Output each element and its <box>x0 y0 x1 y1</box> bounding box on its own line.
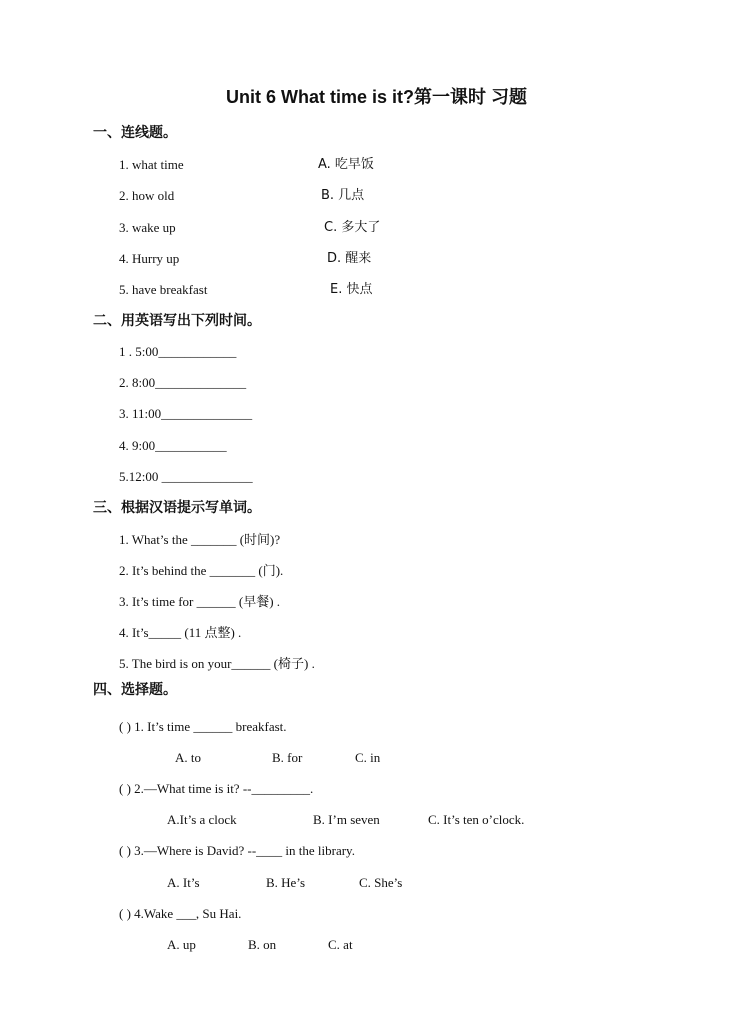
choice-1-option-a: A. to <box>175 750 201 765</box>
word-item-3: 3. It’s time for ______ (早餐) . <box>119 594 281 609</box>
time-item-3: 3. 11:00______________ <box>119 406 253 421</box>
choice-2-option-a: A.It’s a clock <box>167 812 237 827</box>
choice-4-option-b: B. on <box>248 937 277 952</box>
match-right-b: B. 几点 <box>321 188 365 203</box>
match-left-3: 3. wake up <box>119 220 176 235</box>
choice-3-option-a: A. It’s <box>167 875 200 890</box>
match-right-c: C. 多大了 <box>324 220 381 235</box>
match-left-1: 1. what time <box>119 157 184 172</box>
choice-question-4: ( ) 4.Wake ___, Su Hai. <box>119 906 242 921</box>
choice-question-1: ( ) 1. It’s time ______ breakfast. <box>119 719 287 734</box>
time-item-5: 5.12:00 ______________ <box>119 469 253 484</box>
word-item-2: 2. It’s behind the _______ (门). <box>119 563 284 578</box>
page-title: Unit 6 What time is it?第一课时 习题 <box>226 87 528 107</box>
choice-question-3: ( ) 3.—Where is David? --____ in the library. <box>119 843 355 858</box>
section-1-heading: 一、连线题。 <box>93 125 177 141</box>
choice-2-option-b: B. I’m seven <box>313 812 380 827</box>
section-3-heading: 三、根据汉语提示写单词。 <box>93 500 261 516</box>
choice-2-option-c: C. It’s ten o’clock. <box>428 812 525 827</box>
match-left-4: 4. Hurry up <box>119 251 180 266</box>
time-item-1: 1 . 5:00____________ <box>119 344 237 359</box>
choice-question-2: ( ) 2.—What time is it? --_________. <box>119 781 314 796</box>
match-left-2: 2. how old <box>119 188 175 203</box>
word-item-4: 4. It’s_____ (11 点整) . <box>119 625 242 640</box>
choice-1-option-c: C. in <box>355 750 381 765</box>
section-2-heading: 二、用英语写出下列时间。 <box>93 313 261 329</box>
match-right-d: D. 醒来 <box>327 251 372 266</box>
match-right-e: E. 快点 <box>330 282 373 297</box>
match-right-a: A. 吃早饭 <box>318 157 374 172</box>
choice-4-option-c: C. at <box>328 937 353 952</box>
word-item-1: 1. What’s the _______ (时间)? <box>119 532 281 547</box>
choice-4-option-a: A. up <box>167 937 196 952</box>
section-4-heading: 四、选择题。 <box>93 682 177 698</box>
time-item-4: 4. 9:00___________ <box>119 438 227 453</box>
choice-3-option-b: B. He’s <box>266 875 305 890</box>
match-left-5: 5. have breakfast <box>119 282 208 297</box>
choice-3-option-c: C. She’s <box>359 875 403 890</box>
choice-1-option-b: B. for <box>272 750 303 765</box>
word-item-5: 5. The bird is on your______ (椅子) . <box>119 656 315 671</box>
time-item-2: 2. 8:00______________ <box>119 375 247 390</box>
